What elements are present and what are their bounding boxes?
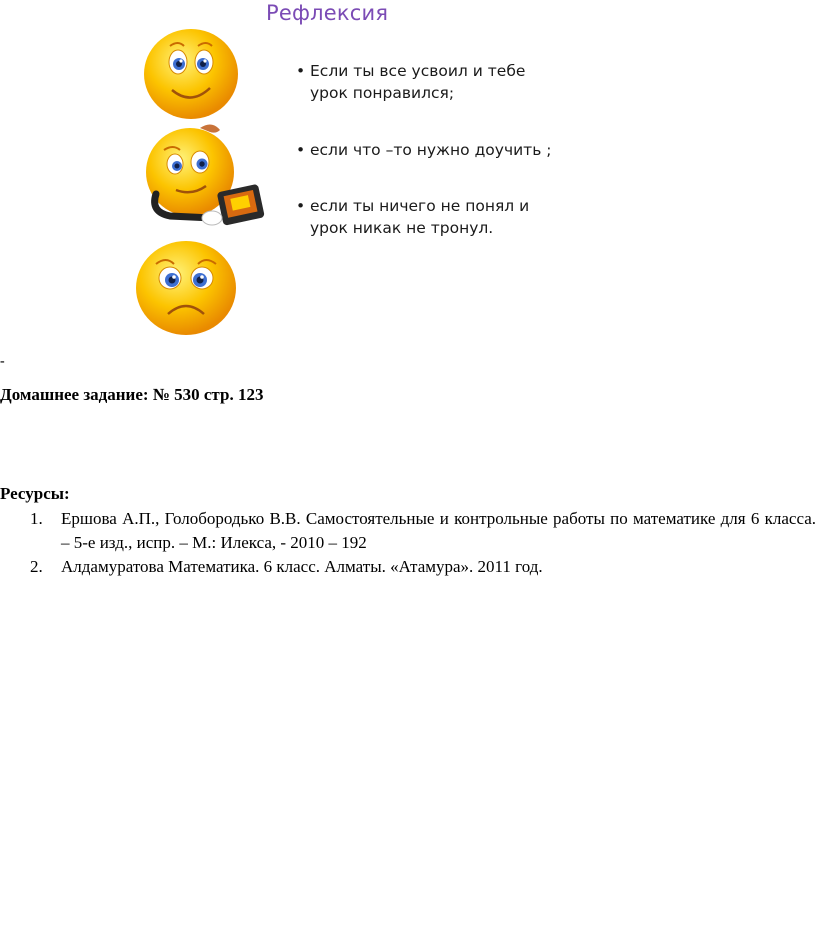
separator-dash: - xyxy=(0,354,5,369)
list-item xyxy=(0,555,816,579)
bullet-dot: • xyxy=(296,62,306,80)
bullet-line: если что –то нужно доучить ; xyxy=(310,141,552,159)
list-item xyxy=(0,507,816,555)
homework-line: Домашнее задание: № 530 стр. 123 xyxy=(0,385,264,404)
list-number: 1. xyxy=(30,509,43,528)
slide-title: Рефлексия xyxy=(266,1,389,25)
bullet-item-need-study xyxy=(296,139,626,161)
bullet-line: урок понравился; xyxy=(310,84,455,102)
resource-text: Ершова А.П., Голобородько В.В. Самостоятельные и контрольные работы по математике для 6 класса. – 5-е изд., испр. – М.: Илекса, - 2010 – 192 xyxy=(61,509,816,552)
bullet-item-understood-nothing xyxy=(296,195,626,239)
bullet-line: если ты ничего не понял и xyxy=(310,197,530,215)
bullet-line: урок никак не тронул. xyxy=(310,219,494,237)
resource-text: Алдамуратова Математика. 6 класс. Алматы. «Атамура». 2011 год. xyxy=(61,557,543,576)
bullet-line: Если ты все усвоил и тебе xyxy=(310,62,526,80)
bullet-item-all-learned xyxy=(296,60,626,104)
list-number: 2. xyxy=(30,557,43,576)
thinking-smiley-icon xyxy=(140,120,270,238)
bullet-dot: • xyxy=(296,197,306,215)
resources-heading: Ресурсы: xyxy=(0,484,70,503)
reflection-slide-image xyxy=(0,0,816,345)
resources-list xyxy=(0,507,816,579)
happy-smiley-icon xyxy=(140,26,242,122)
bullet-dot: • xyxy=(296,141,306,159)
sad-smiley-icon xyxy=(130,238,242,338)
